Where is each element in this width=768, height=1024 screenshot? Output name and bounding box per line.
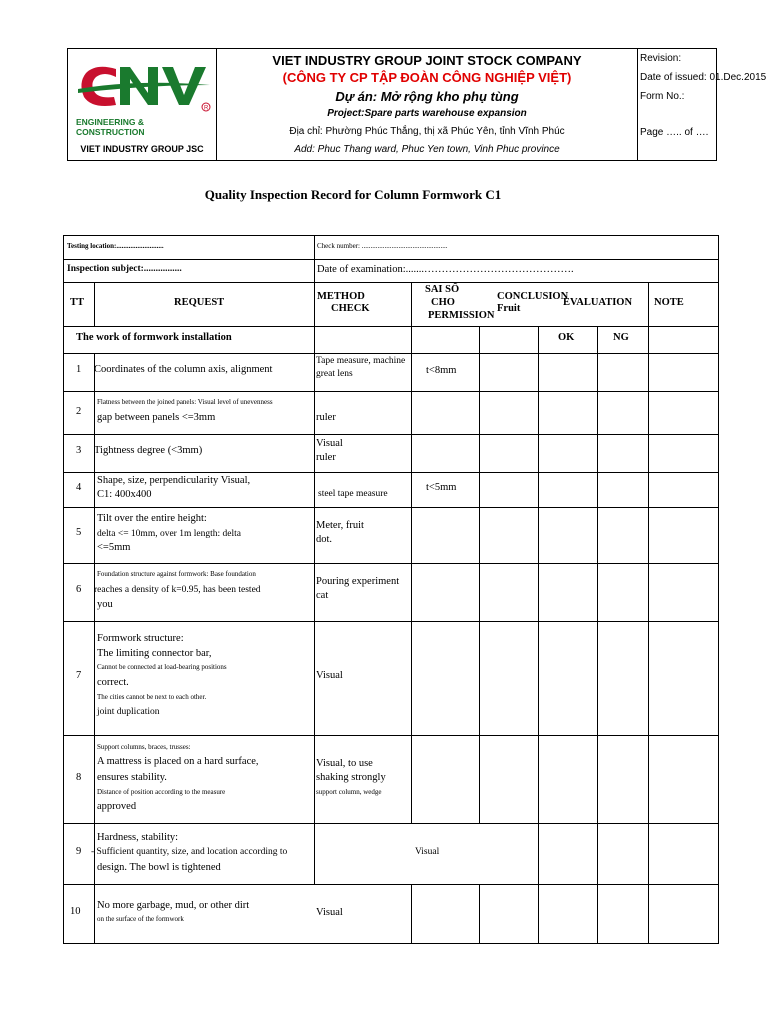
request-text: A mattress is placed on a hard surface, [97, 756, 259, 767]
request-text: approved [97, 801, 137, 812]
method-text: Visual [316, 438, 343, 449]
row-number: 1 [76, 364, 82, 375]
table-rule [64, 823, 718, 824]
page-title: Quality Inspection Record for Column Formwork C1 [204, 187, 502, 202]
column-header-method: METHOD [317, 291, 365, 302]
column-header-tolerance-3: PERMISSION [428, 310, 495, 321]
request-text: - Sufficient quantity, size, and location according to [91, 847, 288, 857]
project-en: Project:Spare parts warehouse expansion [327, 108, 527, 119]
request-text: Support columns, braces, trusses: [97, 743, 191, 751]
request-text: Flatness between the joined panels: Visual level of unevenness [97, 398, 273, 406]
row-number: 4 [76, 482, 82, 493]
request-text: Cannot be connected at load-bearing positions [97, 663, 227, 671]
method-text: ruler [316, 452, 336, 463]
table-rule [314, 236, 315, 282]
column-header-conclusion: CONCLUSION [497, 291, 569, 302]
table-rule [94, 282, 95, 326]
request-text: The limiting connector bar, [97, 648, 212, 659]
request-text: gap between panels <=3mm [97, 412, 216, 423]
request-text: joint duplication [97, 707, 160, 717]
column-header-fruit: Fruit [497, 303, 521, 314]
table-rule [538, 326, 539, 943]
request-text: No more garbage, mud, or other dirt [97, 900, 250, 911]
column-header-request: REQUEST [174, 297, 225, 308]
request-text: Shape, size, perpendicularity Visual, [97, 475, 251, 486]
row-number: 9 [76, 846, 82, 857]
row-number: 8 [76, 772, 82, 783]
page-number: Page ….. of …. [640, 127, 709, 138]
request-text: ensures stability. [97, 772, 167, 783]
column-header-tolerance: SAI SỐ [425, 284, 460, 295]
method-text: steel tape measure [318, 489, 388, 499]
request-text: Tilt over the entire height: [97, 513, 207, 524]
address-vn: Địa chỉ: Phường Phúc Thắng, thị xã Phúc Yên, tỉnh Vĩnh Phúc [289, 126, 565, 137]
method-text: support column, wedge [316, 788, 382, 796]
table-rule [64, 884, 718, 885]
request-text: Foundation structure against formwork: Base foundation [97, 570, 256, 578]
column-header-evaluation: EVALUATION [563, 297, 633, 308]
company-info [217, 49, 637, 160]
row-number: 10 [70, 906, 81, 917]
address-en: Add: Phuc Thang ward, Phuc Yen town, Vinh Phuc province [294, 144, 560, 155]
logo-company-name: VIET INDUSTRY GROUP JSC [80, 144, 204, 154]
document-header [67, 48, 767, 161]
tolerance-value: t<8mm [426, 365, 457, 376]
method-text: Meter, fruit [316, 520, 364, 531]
evaluation-ng: NG [613, 332, 629, 343]
company-logo [76, 59, 212, 117]
evaluation-ok: OK [558, 332, 575, 343]
row-number: 6 [76, 584, 82, 595]
row-number: 7 [76, 670, 82, 681]
revision-info [637, 49, 767, 160]
method-text: cat [316, 590, 329, 601]
method-text: dot. [316, 534, 333, 545]
inspection-subject: Inspection subject:................ [67, 264, 182, 274]
method-text: Visual [415, 847, 440, 857]
method-text: Pouring experiment [316, 576, 400, 587]
table-rule [64, 326, 718, 327]
request-text: reaches a density of k=0.95, has been tested [94, 585, 261, 595]
request-text: Hardness, stability: [97, 832, 179, 843]
table-rule [64, 735, 718, 736]
logo-tagline: ENGINEERING & CONSTRUCTION [76, 117, 145, 137]
method-text: Visual [316, 907, 343, 918]
request-text: C1: 400x400 [97, 489, 152, 500]
table-rule [64, 353, 718, 354]
row-number: 3 [76, 445, 82, 456]
table-rule [411, 884, 412, 943]
table-rule [479, 326, 480, 823]
company-name: VIET INDUSTRY GROUP JOINT STOCK COMPANY [272, 53, 582, 68]
section-title: The work of formwork installation [76, 332, 232, 343]
date-of-examination: Date of examination:.......……………………………………. [317, 264, 574, 275]
method-text: great lens [316, 369, 353, 379]
table-rule [64, 507, 718, 508]
request-text: Distance of position according to the measure [97, 788, 226, 796]
table-rule [64, 391, 718, 392]
request-text: Coordinates of the column axis, alignment [94, 364, 273, 375]
column-header-tt: TT [70, 297, 85, 308]
project-vn: Dự án: Mở rộng kho phụ tùng [335, 89, 519, 104]
check-number: Check number: ................................................. [317, 242, 448, 250]
form-number: Form No.: [640, 91, 685, 102]
logo-cell [68, 49, 217, 160]
table-rule [479, 884, 480, 943]
request-text: correct. [97, 677, 129, 688]
table-rule [64, 259, 718, 260]
table-rule [64, 282, 718, 283]
method-text: shaking strongly [316, 772, 386, 783]
company-name-vn: (CÔNG TY CP TẬP ĐOÀN CÔNG NGHIỆP VIỆT) [282, 70, 572, 85]
method-text: Visual [316, 670, 343, 681]
method-text: Visual, to use [316, 758, 373, 769]
table-rule [64, 621, 718, 622]
testing-location: Testing location:........................... [67, 242, 164, 250]
request-text: <=5mm [97, 542, 131, 553]
request-text: on the surface of the formwork [97, 915, 184, 923]
request-text: design. The bowl is tightened [97, 862, 221, 873]
inspection-table [63, 235, 719, 944]
column-header-tolerance-2: CHO [431, 297, 455, 308]
table-rule [64, 563, 718, 564]
table-rule [648, 282, 649, 943]
revision: Revision: [640, 53, 682, 64]
column-header-method-check: CHECK [331, 303, 370, 314]
table-rule [64, 472, 718, 473]
method-text: ruler [316, 412, 336, 423]
table-rule [597, 326, 598, 943]
method-text: Tape measure, machine [316, 356, 406, 366]
request-text: Formwork structure: [97, 633, 184, 644]
date-issued: Date of issued: 01.Dec.2015 [640, 72, 767, 83]
request-text: Tightness degree (<3mm) [94, 445, 203, 456]
table-rule [64, 434, 718, 435]
row-number: 2 [76, 406, 82, 417]
row-number: 5 [76, 527, 82, 538]
request-text: delta <= 10mm, over 1m length: delta [97, 529, 241, 539]
table-rule [314, 282, 315, 885]
table-rule [411, 282, 412, 823]
request-text: you [97, 599, 113, 610]
column-header-note: NOTE [654, 297, 684, 308]
request-text: The cities cannot be next to each other. [97, 693, 207, 701]
tolerance-value: t<5mm [426, 482, 457, 493]
svg-text:R: R [204, 105, 209, 112]
